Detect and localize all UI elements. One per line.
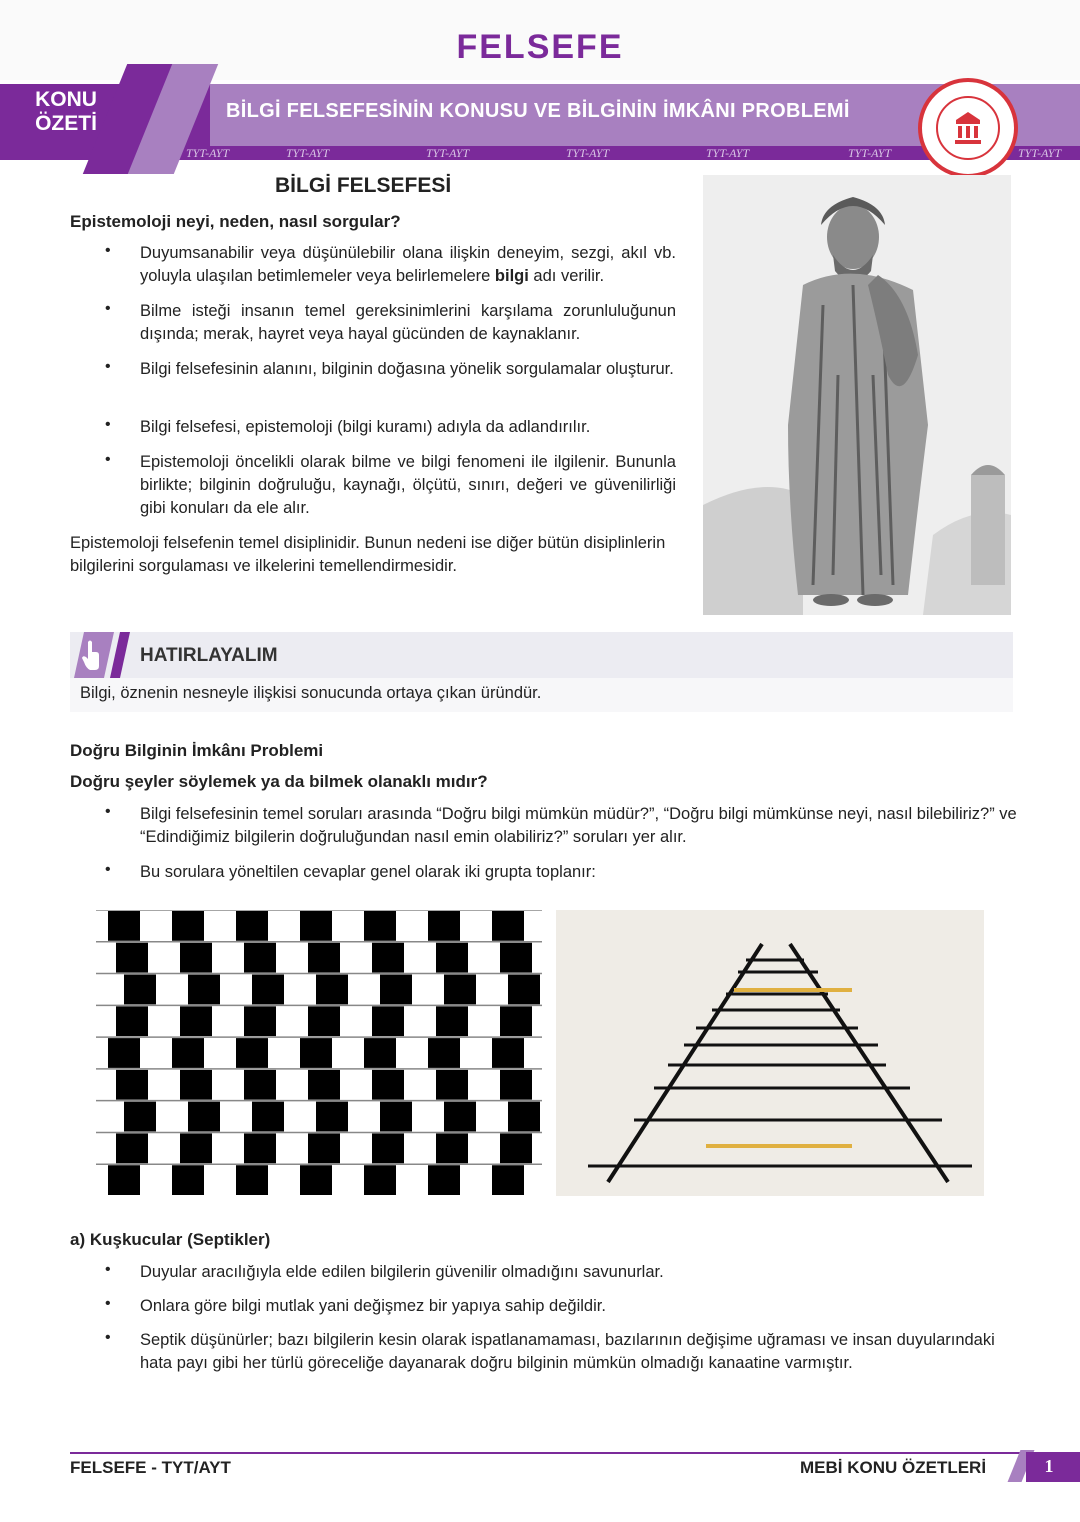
bullet-icon: • — [105, 861, 111, 878]
tag-label: TYT-AYT — [1018, 146, 1062, 160]
ponzo-illusion-image — [556, 910, 984, 1196]
list-item: Duyular aracılığıyla elde edilen bilgilerin güvenilir olmadığını savunurlar. — [140, 1263, 664, 1281]
seal-emblem-icon — [952, 110, 984, 146]
bullet-icon: • — [105, 803, 111, 820]
pointing-hand-icon — [74, 632, 118, 676]
septikler-title: a) Kuşkucular (Septikler) — [70, 1230, 271, 1249]
tag-label: TYT-AYT — [426, 146, 470, 160]
cafe-wall-illusion-image — [96, 910, 542, 1196]
bullet-icon: • — [105, 451, 111, 468]
problem-question: Doğru şeyler söylemek ya da bilmek olanaklı mıdır? — [70, 772, 488, 791]
tag-label: TYT-AYT — [286, 146, 330, 160]
tag-label: TYT-AYT — [186, 146, 230, 160]
topic-title: BİLGİ FELSEFESİNİN KONUSU VE BİLGİNİN İMKÂNI PROBLEMİ — [226, 100, 850, 122]
section-paragraph: Epistemoloji felsefenin temel disiplinidir. Bunun nedeni ise diğer bütün disiplinlerin bilgilerini sorgulaması ve ilkelerini temellendirmesidir. — [70, 534, 666, 575]
list-item: Bilme isteği insanın temel gereksinimlerini karşılama zorunluluğunun dışında; merak, hayret veya hayal gücünden de kaynaklanır. — [140, 302, 676, 343]
bullet-icon: • — [105, 300, 111, 317]
konu-ozeti-label — [26, 88, 106, 136]
list-item: Bu sorulara yöneltilen cevaplar genel olarak iki grupta toplanır: — [140, 863, 596, 881]
bullet-icon: • — [105, 1329, 111, 1346]
hatirlayalim-title: HATIRLAYALIM — [140, 645, 278, 666]
subject-title: FELSEFE — [456, 28, 624, 66]
philosopher-statue-image — [703, 175, 1011, 615]
list-item: Bilgi felsefesi, epistemoloji (bilgi kuramı) adıyla da adlandırılır. — [140, 418, 591, 436]
hatirlayalim-text: Bilgi, öznenin nesneyle ilişkisi sonucunda ortaya çıkan üründür. — [80, 684, 542, 702]
footer-rule — [70, 1452, 1020, 1454]
section-title: BİLGİ FELSEFESİ — [275, 174, 452, 197]
list-item: Septik düşünürler; bazı bilgilerin kesin olarak ispatlanamaması, bazılarının değişime uğraması ve insan duyularındaki hata payı gibi her türlü göreceliğe dayanarak doğru bilginin mümkün olmadığı kanaatine varmıştır. — [140, 1331, 995, 1372]
meb-seal-icon — [918, 78, 1018, 178]
bullet-icon: • — [105, 242, 111, 259]
problem-title: Doğru Bilginin İmkânı Problemi — [70, 741, 324, 760]
konu-label-line1: KONU — [35, 88, 97, 111]
bullet-icon: • — [105, 1261, 111, 1278]
bullet-icon: • — [105, 416, 111, 433]
bullet-icon: • — [105, 1295, 111, 1312]
footer-series: MEBİ KONU ÖZETLERİ — [800, 1458, 987, 1477]
list-item: Epistemoloji öncelikli olarak bilme ve bilgi fenomeni ile ilgilenir. Bununla birlikte; bilginin doğruluğu, kaynağı, ölçütü, sınırı, değeri ve güvenilirliği gibi konuları da ele alır. — [140, 453, 676, 517]
tag-label: TYT-AYT — [848, 146, 892, 160]
section-question: Epistemoloji neyi, neden, nasıl sorgular? — [70, 212, 401, 231]
footer-subject: FELSEFE - TYT/AYT — [70, 1458, 231, 1477]
tag-label: TYT-AYT — [566, 146, 610, 160]
list-item: Bilgi felsefesinin temel soruları arasında “Doğru bilgi mümkün müdür?”, “Doğru bilgi mümkünse neyi, nasıl bilebiliriz?” ve “Edindiğimiz bilgilerin doğruluğundan nasıl emin olabiliriz?” soruları yer alır. — [140, 805, 1017, 846]
page-number: 1 — [1044, 1456, 1054, 1476]
list-item: Duyumsanabilir veya düşünülebilir olana ilişkin deneyim, sezgi, akıl vb. yoluyla ulaşılan betimlemeler veya belirlemelere bilgi adı verilir. — [140, 244, 676, 285]
list-item: Onlara göre bilgi mutlak yani değişmez bir yapıya sahip değildir. — [140, 1297, 606, 1315]
tag-label: TYT-AYT — [706, 146, 750, 160]
bullet-icon: • — [105, 358, 111, 375]
list-item: Bilgi felsefesinin alanını, bilginin doğasına yönelik sorgulamalar oluşturur. — [140, 360, 674, 378]
konu-label-line2: ÖZETİ — [35, 112, 97, 135]
